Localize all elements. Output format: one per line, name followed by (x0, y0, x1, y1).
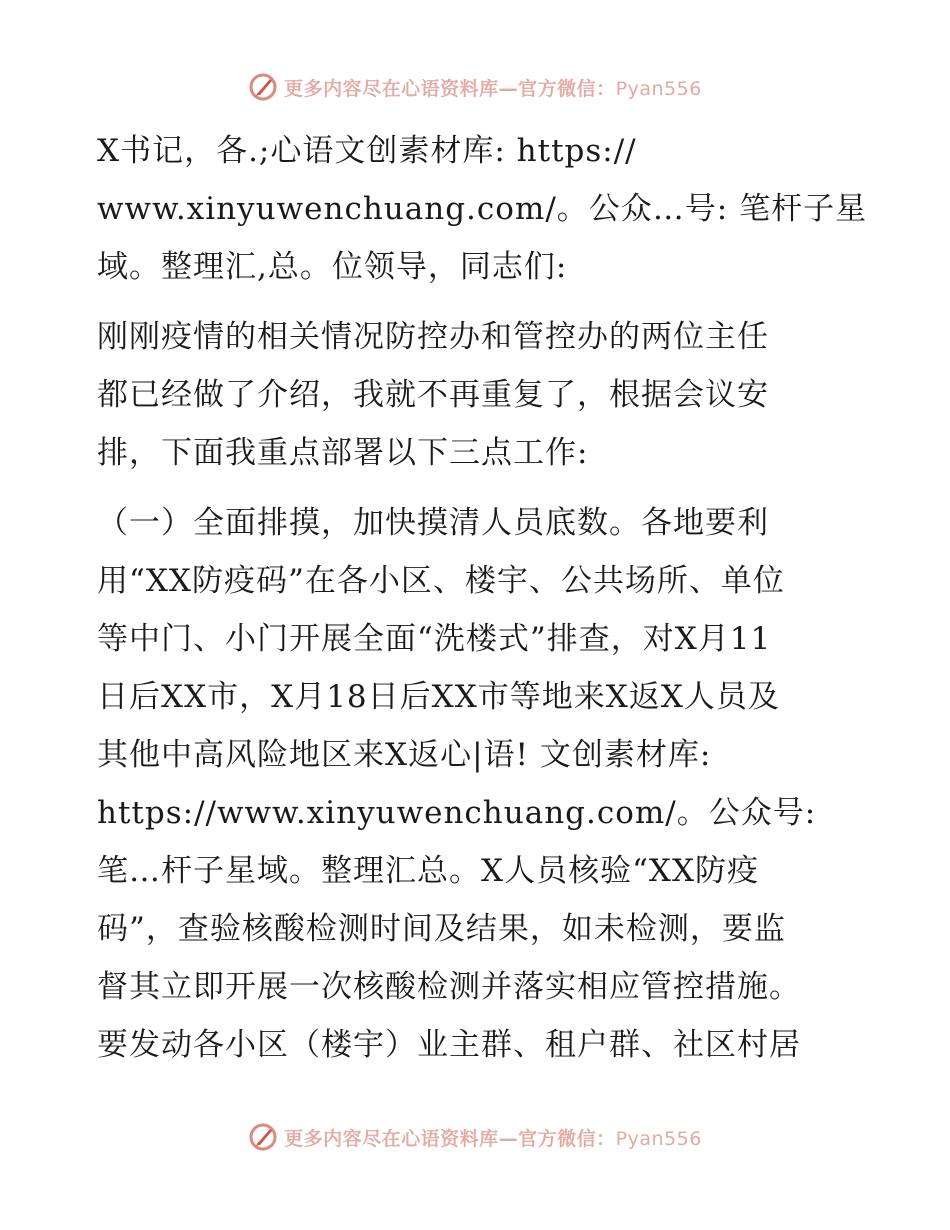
text-line: 等中门、小门开展全面“洗楼式”排查，对X月11 (97, 621, 772, 657)
header-watermark (0, 72, 950, 102)
text-line: 用“XX防疫码”在各小区、楼宇、公共场所、单位 (97, 563, 785, 599)
text-line: www.xinyuwenchuang.com/。公众…号: 笔杆子星 (97, 191, 868, 227)
text-line: 督其立即开展一次核酸检测并落实相应管控措施。 (97, 969, 801, 1005)
text-line: 刚刚疫情的相关情况防控办和管控办的两位主任 (97, 319, 769, 355)
watermark-text: 更多内容尽在心语资料库—官方微信：Pyan556 (284, 77, 702, 100)
paragraph-greeting (97, 122, 867, 296)
paragraph-intro (97, 308, 867, 482)
quill-logo-icon (248, 1122, 278, 1152)
text-line: 码”，查验核酸检测时间及结果，如未检测，要监 (97, 911, 786, 947)
watermark-text: 更多内容尽在心语资料库—官方微信：Pyan556 (284, 1127, 702, 1150)
text-line: 域。整理汇,总。位领导，同志们: (97, 249, 568, 285)
paragraph-section-one (97, 494, 867, 1074)
text-line: 笔…杆子星域。整理汇总。X人员核验“XX防疫 (97, 853, 760, 889)
text-line: 要发动各小区（楼宇）业主群、租户群、社区村居 (97, 1027, 801, 1063)
text-line: X书记，各.;心语文创素材库: https:// (97, 133, 637, 169)
footer-watermark (0, 1122, 950, 1152)
text-line: 排，下面我重点部署以下三点工作: (97, 435, 589, 471)
text-line: 都已经做了介绍，我就不再重复了，根据会议安 (97, 377, 769, 413)
text-line: 日后XX市，X月18日后XX市等地来X返X人员及 (97, 679, 780, 715)
text-line: https://www.xinyuwenchuang.com/。公众号: (97, 795, 817, 831)
text-line: （一）全面排摸，加快摸清人员底数。各地要利 (97, 505, 769, 541)
document-body (97, 122, 867, 1086)
text-line: 其他中高风险地区来X返心|语! 文创素材库: (97, 737, 712, 773)
quill-logo-icon (248, 72, 278, 102)
